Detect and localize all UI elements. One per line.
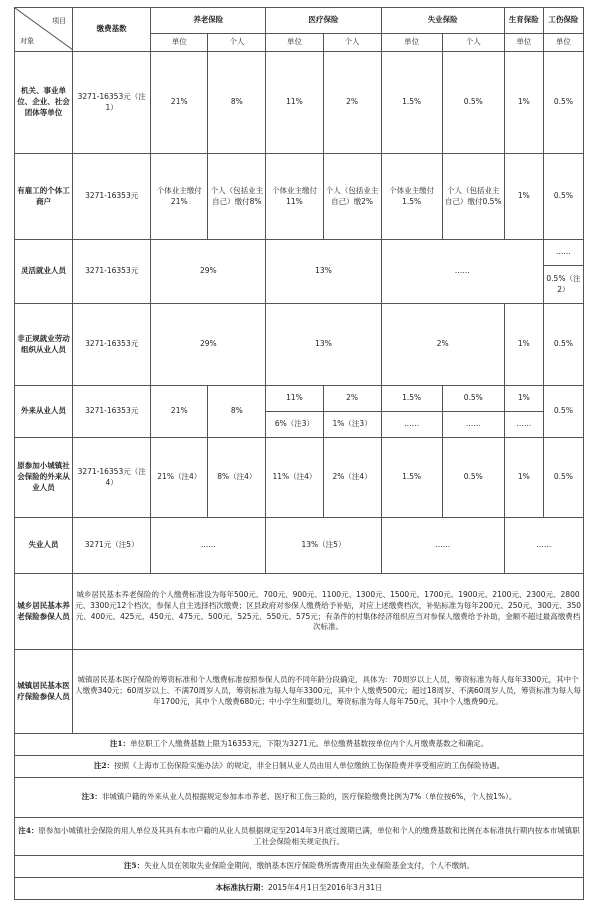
maternity-rate: 1% <box>504 304 543 386</box>
unemp-unit-rate-nonurban: …… <box>381 412 442 438</box>
header-unemployment: 失业保险 <box>381 8 504 34</box>
unemp-personal-rate: 0.5% <box>442 52 504 154</box>
table-row <box>15 518 584 574</box>
medical-personal-rate: 2%（注4） <box>323 438 381 518</box>
note-row <box>15 756 584 778</box>
medical-unit-rate: 11%（注4） <box>266 438 323 518</box>
table-row <box>15 154 584 240</box>
diag-object-label: 对象 <box>20 36 34 45</box>
pension-rate: …… <box>151 518 266 574</box>
note-text: 按照《上海市工伤保险实施办法》的规定，非全日制从业人员由用人单位缴纳工伤保险费并享受相应的工伤保险待遇。 <box>114 761 505 771</box>
row-base: 3271-16353元 <box>73 240 151 304</box>
sub-injury-unit: 单位 <box>543 34 583 52</box>
pension-unit-rate: 21% <box>151 386 208 438</box>
unemp-rate: …… <box>381 240 543 304</box>
sub-maternity-unit: 单位 <box>504 34 543 52</box>
unemp-personal-rate: 0.5% <box>442 386 504 412</box>
medical-personal-rate: 2% <box>323 386 381 412</box>
header-injury: 工伤保险 <box>543 8 583 34</box>
injury-rate: 0.5% <box>543 304 583 386</box>
note-row <box>15 856 584 878</box>
medical-unit-rate: 11% <box>266 52 323 154</box>
header-maternity: 生育保险 <box>504 8 543 34</box>
header-diagonal-cell <box>15 8 73 52</box>
row-base: 3271-16353元 <box>73 386 151 438</box>
row-category: 城镇居民基本医疗保险参保人员 <box>15 650 73 734</box>
table-row <box>15 650 584 734</box>
pension-personal-rate: 8% <box>208 52 266 154</box>
unemp-unit-rate: 1.5% <box>381 386 442 412</box>
medical-unit-rate: 11% <box>266 386 323 412</box>
sub-pension-personal: 个人 <box>208 34 266 52</box>
unemp-rate: …… <box>381 518 504 574</box>
header-pension: 养老保险 <box>151 8 266 34</box>
medical-personal-rate: 2% <box>323 52 381 154</box>
maternity-rate: 1% <box>504 438 543 518</box>
medical-unit-rate-nonurban: 6%（注3） <box>266 412 323 438</box>
unemp-rate: 2% <box>381 304 504 386</box>
unemp-personal-rate-nonurban: …… <box>442 412 504 438</box>
row-category: 失业人员 <box>15 518 73 574</box>
note-label: 注5： <box>123 861 145 871</box>
note-label: 注2： <box>93 761 115 771</box>
row-category: 机关、事业单位、企业、社会团体等单位 <box>15 52 73 154</box>
note-text: 非城镇户籍的外来从业人员根据规定参加本市养老、医疗和工伤三险的，医疗保险缴费比例为7%（单位按6%，个人按1%）。 <box>101 792 517 802</box>
pension-rate: 29% <box>151 240 266 304</box>
unemp-unit-rate: 个体业主缴付1.5% <box>381 154 442 240</box>
row-base: 3271-16353元（注1） <box>73 52 151 154</box>
unemp-personal-rate: 个人（包括业主自己）缴付0.5% <box>442 154 504 240</box>
pension-unit-rate: 个体业主缴付21% <box>151 154 208 240</box>
maternity-rate: 1% <box>504 154 543 240</box>
maternity-rate-nonurban: …… <box>504 412 543 438</box>
unemp-unit-rate: 1.5% <box>381 52 442 154</box>
injury-rate: 0.5% <box>543 52 583 154</box>
row-base: 3271元（注5） <box>73 518 151 574</box>
pension-personal-rate: 8%（注4） <box>208 438 266 518</box>
medical-personal-rate-nonurban: 1%（注3） <box>323 412 381 438</box>
sub-medical-unit: 单位 <box>266 34 323 52</box>
sub-pension-unit: 单位 <box>151 34 208 52</box>
sub-unemp-personal: 个人 <box>442 34 504 52</box>
note-row <box>15 818 584 856</box>
note-label: 注3： <box>81 792 102 802</box>
pension-unit-rate: 21% <box>151 52 208 154</box>
row-category: 原参加小城镇社会保险的外来从业人员 <box>15 438 73 518</box>
sub-unemp-unit: 单位 <box>381 34 442 52</box>
row-base: 3271-16353元 <box>73 154 151 240</box>
pension-unit-rate: 21%（注4） <box>151 438 208 518</box>
period-text: 2015年4月1日至2016年3月31日 <box>267 883 383 893</box>
medical-rate: 13% <box>266 240 381 304</box>
table-row <box>15 438 584 518</box>
resident-medical-description: 城镇居民基本医疗保险的筹资标准和个人缴费标准按照参保人员的不同年龄分段确定，具体为：70周岁以上人员，筹资标准为每人每年3300元，其中个人缴费340元；60周岁以上、不满70周岁人员，筹资标准为每人每年3300元，其中个人缴费500元；超过18周岁、不满60周岁人员，筹资标准为每人每年1700元，其中个人缴费680元；中小学生和婴幼儿，筹资标准为每人每年750元，其中个人缴费90元。 <box>73 650 584 734</box>
pension-personal-rate: 8% <box>208 386 266 438</box>
note-text: 原参加小城镇社会保险的用人单位及其具有本市户籍的从业人员根据规定至2014年3月底过渡期已满，单位和个人的缴费基数和比例在本标准执行期内按本市城镇职工社会保险相关规定执行。 <box>38 825 580 846</box>
injury-rate: 0.5% <box>543 438 583 518</box>
table-row <box>15 52 584 154</box>
medical-unit-rate: 个体业主缴付11% <box>266 154 323 240</box>
row-category: 非正规就业劳动组织从业人员 <box>15 304 73 386</box>
row-category: 外来从业人员 <box>15 386 73 438</box>
note-row <box>15 778 584 818</box>
note-text: 失业人员在领取失业保险金期间，缴纳基本医疗保险费所需费用由失业保险基金支付，个人不缴纳。 <box>144 861 475 871</box>
diag-item-label: 项目 <box>52 17 67 25</box>
medical-personal-rate: 个人（包括业主自己）缴2% <box>323 154 381 240</box>
period-row <box>15 878 584 900</box>
note-label: 注1： <box>109 739 131 749</box>
header-medical: 医疗保险 <box>266 8 381 34</box>
row-category: 灵活就业人员 <box>15 240 73 304</box>
maternity-rate: 1% <box>504 386 543 412</box>
maternity-rate: 1% <box>504 52 543 154</box>
row-category: 有雇工的个体工商户 <box>15 154 73 240</box>
row-category: 城乡居民基本养老保险参保人员 <box>15 574 73 650</box>
unemp-unit-rate: 1.5% <box>381 438 442 518</box>
insurance-table <box>14 7 584 900</box>
note-row <box>15 734 584 756</box>
pension-personal-rate: 个人（包括业主自己）缴付8% <box>208 154 266 240</box>
pension-rate: 29% <box>151 304 266 386</box>
row-base: 3271-16353元（注4） <box>73 438 151 518</box>
table-row <box>15 304 584 386</box>
injury-rate-fulltime: …… <box>543 240 583 266</box>
header-base: 缴费基数 <box>73 8 151 52</box>
period-label: 本标准执行期： <box>215 883 268 893</box>
injury-rate: 0.5% <box>543 386 583 438</box>
medical-rate: 13%（注5） <box>266 518 381 574</box>
table-row <box>15 240 584 266</box>
table-row <box>15 386 584 412</box>
medical-rate: 13% <box>266 304 381 386</box>
resident-pension-description: 城乡居民基本养老保险的个人缴费标准设为每年500元、700元、900元、1100元、1300元、1500元、1700元、1900元、2100元、2300元、2800元、3300元12个档次，参保人自主选择档次缴费；区县政府对参保人缴费给予补贴，对应上述缴费档次，补贴标准为每年200元、250元、300元、350元、400元、425元、450元、475元、500元、525元、550元、575元；有条件的村集体经济组织应当对参保人缴费给予补助，金额不超过最高缴费档次标准。 <box>73 574 584 650</box>
note-label: 注4： <box>18 825 39 835</box>
maternity-injury-rate: …… <box>504 518 583 574</box>
row-base: 3271-16353元 <box>73 304 151 386</box>
injury-rate: 0.5% <box>543 154 583 240</box>
table-row <box>15 574 584 650</box>
sub-medical-personal: 个人 <box>323 34 381 52</box>
note-text: 单位职工个人缴费基数上限为16353元，下限为3271元。单位缴费基数按单位内个人月缴费基数之和确定。 <box>130 739 489 749</box>
injury-rate-parttime: 0.5%（注2） <box>543 266 583 304</box>
unemp-personal-rate: 0.5% <box>442 438 504 518</box>
